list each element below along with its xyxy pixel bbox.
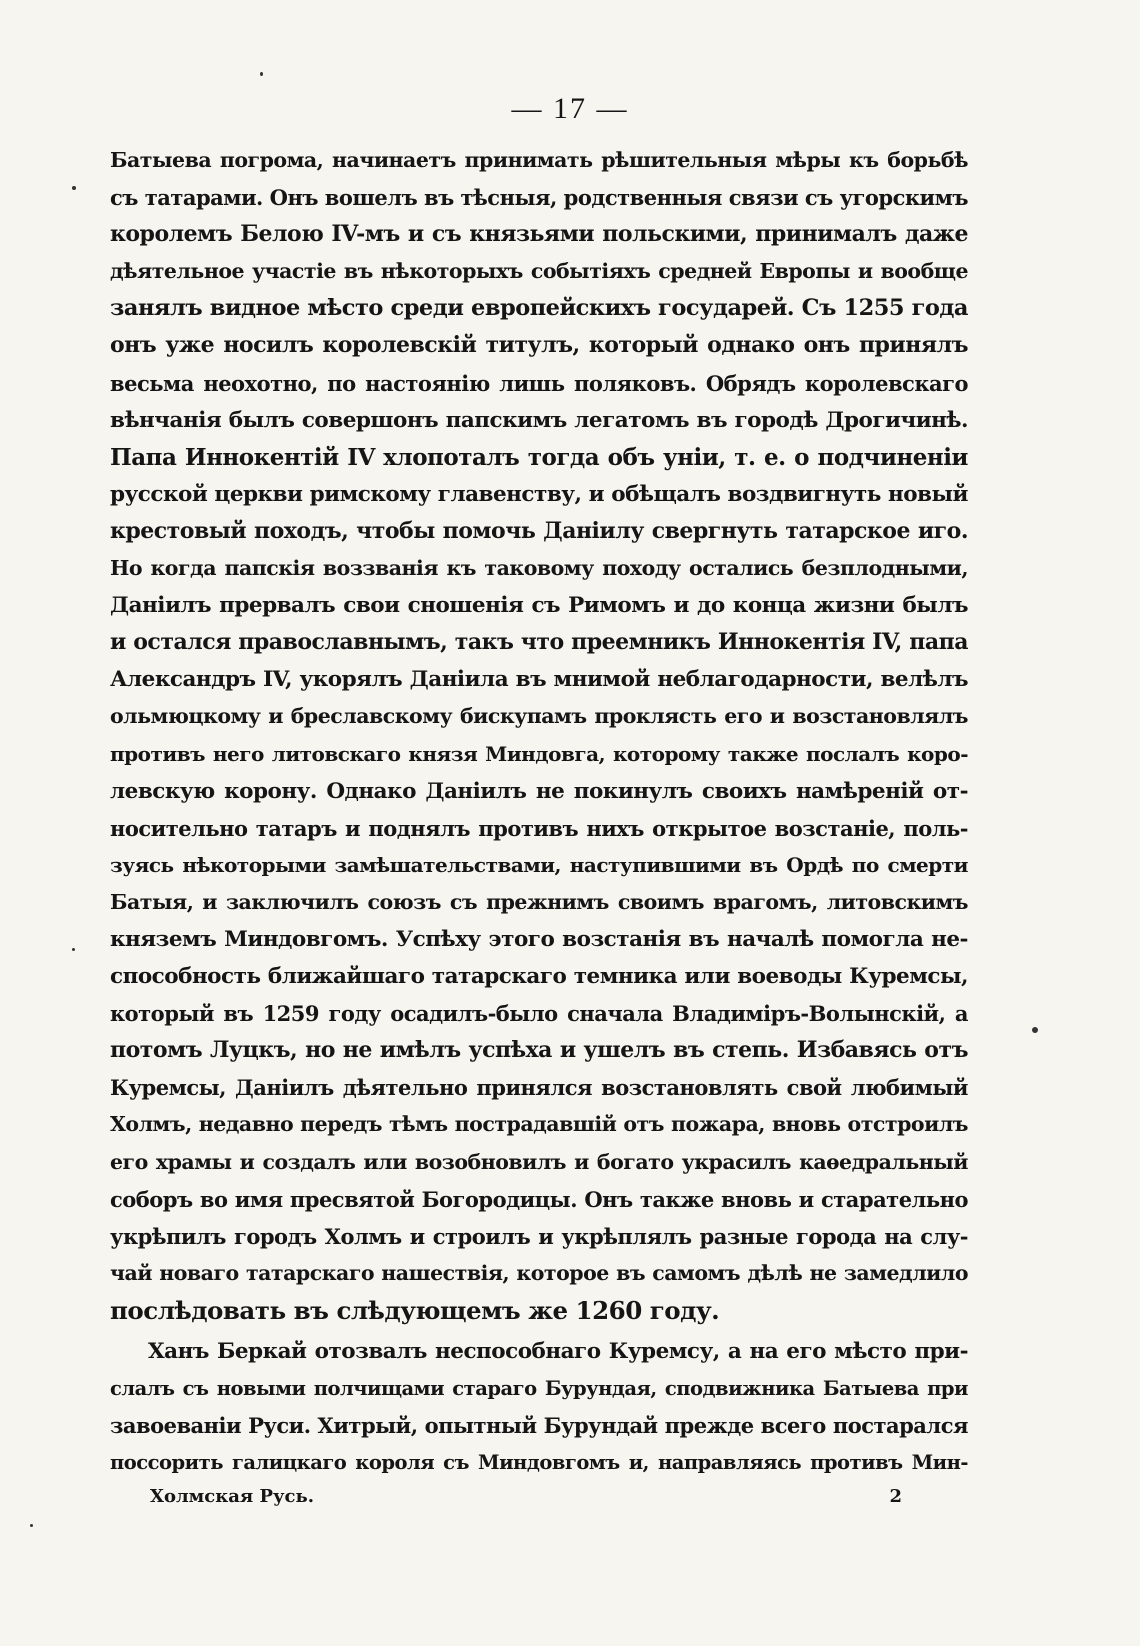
signature-mark: 2 xyxy=(889,1486,902,1507)
text-line: способность ближайшаго татарскаго темника или воеводы Куремсы, xyxy=(110,964,968,990)
text-line: завоеваніи Руси. Хитрый, опытный Бурундай прежде всего постарался xyxy=(110,1413,968,1439)
text-line: чай новаго татарскаго нашествія, которое въ самомъ дѣлѣ не замедлило xyxy=(110,1260,968,1285)
text-line: противъ него литовскаго князя Миндовга, которому также послалъ коро- xyxy=(110,741,968,766)
body-text xyxy=(110,142,968,1481)
text-line: который въ 1259 году осадилъ-было сначала Владиміръ-Волынскій, а xyxy=(110,1001,968,1027)
page-number: — 17 — xyxy=(511,92,629,125)
text-line: Александръ IV, укорялъ Даніила въ мнимой неблагодарности, велѣлъ xyxy=(110,667,968,693)
text-line: слалъ съ новыми полчищами стараго Бурундая, сподвижника Батыева при xyxy=(110,1377,968,1401)
text-line: ольмюцкому и бреславскому бискупамъ проклясть его и возстановлялъ xyxy=(110,704,968,729)
text-line: Холмъ, недавно передъ тѣмъ пострадавшій отъ пожара, вновь отстроилъ xyxy=(110,1112,968,1137)
text-line: поссорить галицкаго короля съ Миндовгомъ и, направляясь противъ Мин- xyxy=(110,1451,968,1475)
text-line: крестовый походъ, чтобы помочь Даніилу свергнуть татарское иго. xyxy=(110,517,968,544)
text-line: левскую корону. Однако Даніилъ не покинулъ своихъ намѣреній от- xyxy=(110,778,968,804)
text-line: его храмы и создалъ или возобновилъ и богато украсилъ каѳедральный xyxy=(110,1149,968,1174)
text-line: княземъ Миндовгомъ. Успѣху этого возстанія въ началѣ помогла не- xyxy=(110,926,968,952)
text-line: Батыева погрома, начинаетъ принимать рѣшительныя мѣры къ борьбѣ xyxy=(110,148,968,172)
text-line: Папа Иннокентій IV хлопоталъ тогда объ уніи, т. е. о подчиненіи xyxy=(110,443,968,471)
scan-speck xyxy=(72,186,76,190)
text-line: Но когда папскія воззванія къ таковому походу остались безплодными, xyxy=(110,556,968,581)
text-line: дѣятельное участіе въ нѣкоторыхъ событіяхъ средней Европы и вообще xyxy=(110,259,968,284)
text-line: Даніилъ прервалъ свои сношенія съ Римомъ и до конца жизни былъ xyxy=(110,593,968,619)
scan-speck xyxy=(30,1524,33,1527)
scan-speck xyxy=(260,72,263,76)
text-line: весьма неохотно, по настоянію лишь поляковъ. Обрядъ королевскаго xyxy=(110,370,968,396)
text-line: Батыя, и заключилъ союзъ съ прежнимъ своимъ врагомъ, литовскимъ xyxy=(110,889,968,914)
text-line: Ханъ Беркай отозвалъ неспособнаго Куремсу, а на его мѣсто при- xyxy=(148,1339,968,1364)
text-line: Куремсы, Даніилъ дѣятельно принялся возстановлять свой любимый xyxy=(110,1075,968,1101)
text-line: вѣнчанія былъ совершонъ папскимъ легатомъ въ городѣ Дрогичинѣ. xyxy=(110,407,968,433)
text-line: соборъ во имя пресвятой Богородицы. Онъ также вновь и старательно xyxy=(110,1186,968,1212)
text-line: русской церкви римскому главенству, и обѣщалъ воздвигнуть новый xyxy=(110,481,968,507)
text-line: потомъ Луцкъ, но не имѣлъ успѣха и ушелъ въ степь. Избавясь отъ xyxy=(110,1037,968,1064)
text-line: и остался православнымъ, такъ что преемникъ Иннокентія IV, папа xyxy=(110,629,968,656)
text-line: занялъ видное мѣсто среди европейскихъ государей. Съ 1255 года xyxy=(110,295,968,322)
scan-speck xyxy=(72,948,75,951)
text-line: зуясь нѣкоторыми замѣшательствами, наступившими въ Ордѣ по смерти xyxy=(110,852,968,877)
text-line: съ татарами. Онъ вошелъ въ тѣсныя, родственныя связи съ угорскимъ xyxy=(110,185,968,211)
text-line: королемъ Белою IV-мъ и съ князьями польскими, принималъ даже xyxy=(110,221,968,248)
text-line: укрѣпилъ городъ Холмъ и строилъ и укрѣплялъ разные города на слу- xyxy=(110,1223,968,1249)
paragraph xyxy=(110,142,968,1329)
paragraph xyxy=(110,1333,968,1481)
scan-speck xyxy=(1032,1027,1038,1033)
running-title: Холмская Русь. xyxy=(150,1486,314,1507)
text-line: онъ уже носилъ королевскій титулъ, который однако онъ принялъ xyxy=(110,332,968,359)
text-line: послѣдовать въ слѣдующемъ же 1260 году. xyxy=(110,1295,720,1325)
text-line: носительно татаръ и поднялъ противъ нихъ открытое возстаніе, поль- xyxy=(110,815,968,841)
